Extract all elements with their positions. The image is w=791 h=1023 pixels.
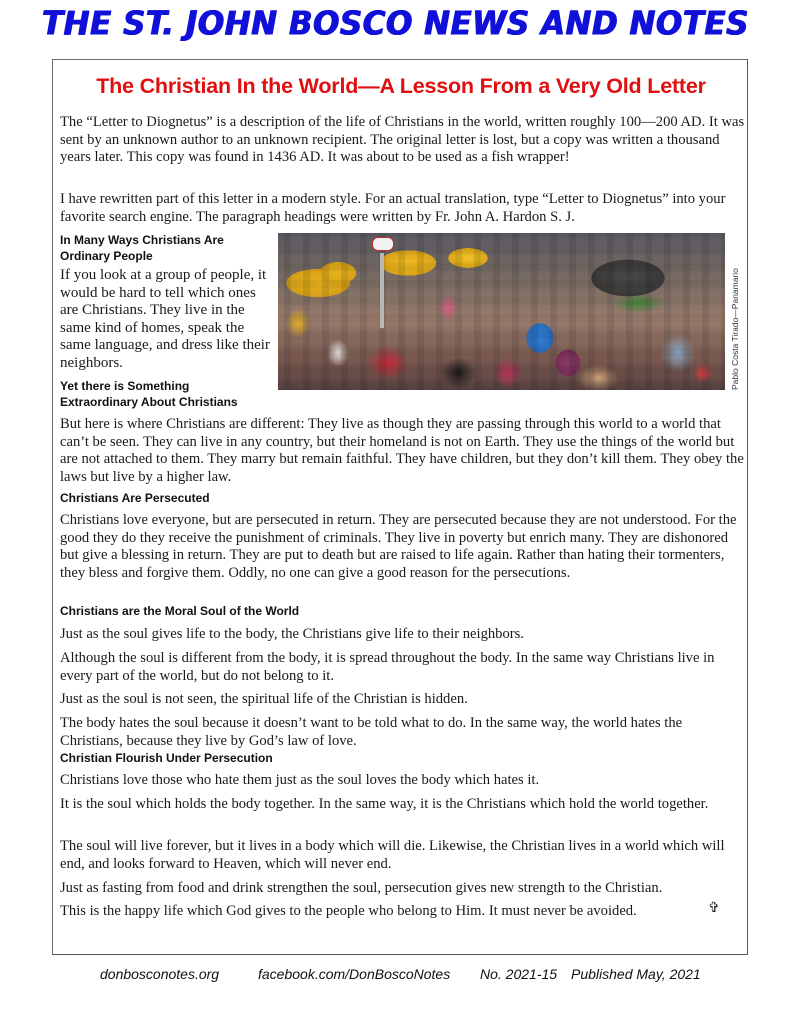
flourish-paragraph-5: This is the happy life which God gives to the people who belong to Him. It must never be avoided. <box>60 903 637 919</box>
section-heading-extraordinary: Yet there is Something Extraordinary About Christians <box>60 379 238 409</box>
moral-soul-paragraph-3: Just as the soul is not seen, the spiritual life of the Christian is hidden. <box>60 691 468 707</box>
section-heading-moral-soul: Christians are the Moral Soul of the World <box>60 604 300 618</box>
photo-credit: Pablo Costa Tirado—Panamario <box>730 268 740 390</box>
article-headline: The Christian In the World—A Lesson From a Very Old Letter <box>96 74 706 98</box>
moral-soul-paragraph-2: Although the soul is different from the body, it is spread throughout the body. In the same way Christians live in every part of the world, but do not belong to it. <box>60 650 715 684</box>
flourish-paragraph-1: Christians love those who hate them just as the soul loves the body which hates it. <box>60 772 540 788</box>
flourish-paragraph-3: The soul will live forever, but it lives in a body which will die. Likewise, the Christian lives in a world which will end, and looks forward to Heaven, which will never end. <box>60 838 725 872</box>
footer-website-link[interactable]: donbosconotes.org <box>100 966 220 982</box>
section-heading-persecuted: Christians Are Persecuted <box>60 491 210 505</box>
newsletter-masthead: THE ST. JOHN BOSCO NEWS AND NOTES <box>42 5 749 43</box>
moral-soul-paragraph-1: Just as the soul gives life to the body, the Christians give life to their neighbors. <box>60 626 524 642</box>
intro-paragraph-2: I have rewritten part of this letter in a modern style. For an actual translation, type “Letter to Diognetus” into your favorite search engine. The paragraph headings were written by Fr. John A. Hardon S. J. <box>60 191 726 225</box>
section-heading-flourish: Christian Flourish Under Persecution <box>60 751 273 765</box>
footer-facebook-link[interactable]: facebook.com/DonBoscoNotes <box>258 966 451 982</box>
section-paragraph-ordinary-people: If you look at a group of people, it would be hard to tell which ones are Christians. They live in the same kind of homes, speak the same language, and dress like their neighbors. <box>60 267 270 371</box>
flourish-paragraph-2: It is the soul which holds the body together. In the same way, it is the Christians which hold the world together. <box>60 796 709 812</box>
crowd-photo <box>278 233 725 390</box>
footer-issue-number: No. 2021-15 <box>480 966 558 982</box>
section-paragraph-extraordinary: But here is where Christians are different: They live as though they are passing through this world to a world that can’t be seen. They can live in any country, but their homeland is not on Earth. They use the things of the world but are not attached to them. They marry but remain faithful. They have children, but they don’t kill them. They obey the laws but live by a higher law. <box>60 416 744 485</box>
street-sign <box>372 237 394 251</box>
flourish-paragraph-4: Just as fasting from food and drink strengthen the soul, persecution gives new strength to the Christian. <box>60 880 663 896</box>
section-paragraph-persecuted: Christians love everyone, but are persecuted in return. They are persecuted because they are not understood. For the good they do they receive the punishment of criminals. They live in poverty but enrich many. They are dishonored but give a blessing in return. They are put to death but are raised to life again. Rather than hating their tormenters, they bless and forgive them. Oddly, no one can give a good reason for the persecutions. <box>60 512 737 581</box>
crowd-texture <box>278 233 725 390</box>
sign-post <box>380 253 384 328</box>
intro-paragraph-1: The “Letter to Diognetus” is a description of the life of Christians in the world, written roughly 100—200 AD. It was sent by an unknown author to an unknown recipient. The original letter is lost, but a copy was written a thousand years later. This copy was found in 1436 AD. It was about to be used as a fish wrapper! <box>60 114 745 166</box>
footer-published-date: Published May, 2021 <box>571 966 701 982</box>
cross-icon: ✞ <box>708 900 720 916</box>
moral-soul-paragraph-4: The body hates the soul because it doesn’t want to be told what to do. In the same way, the world hates the Christians, because they live by God’s law of love. <box>60 715 683 749</box>
section-heading-ordinary-people: In Many Ways Christians Are Ordinary People <box>60 233 224 263</box>
